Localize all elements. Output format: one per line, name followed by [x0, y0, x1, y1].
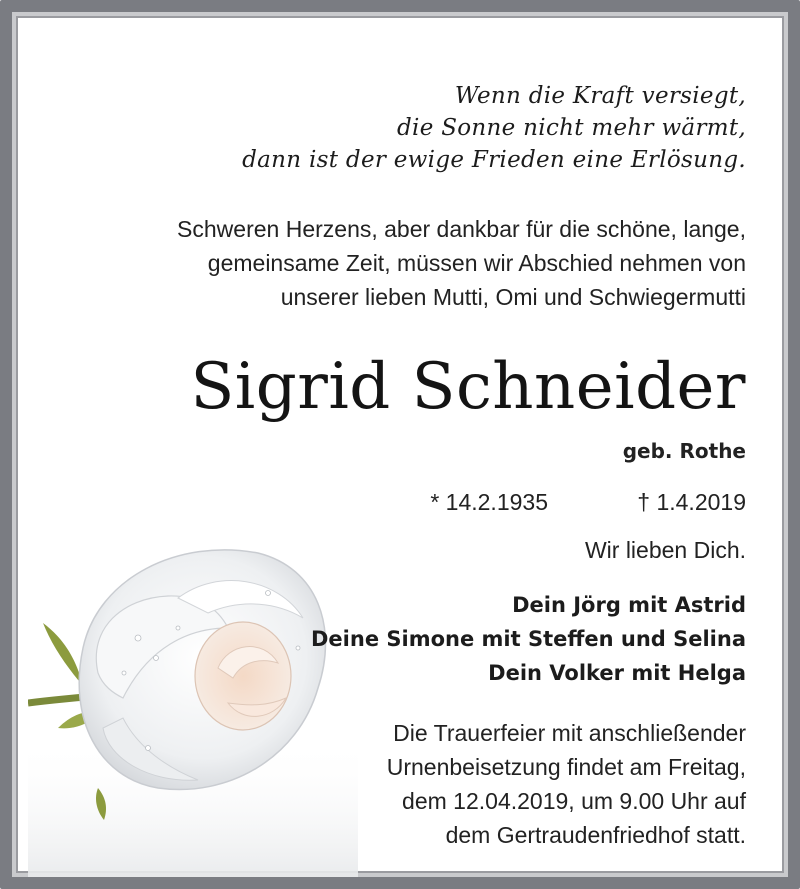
poem: [146, 80, 746, 176]
service-line: Die Trauerfeier mit anschließender: [393, 720, 746, 746]
poem-line: dann ist der ewige Frieden eine Erlösung.: [242, 147, 746, 173]
deceased-name: Sigrid Schneider: [190, 350, 746, 424]
service-line: Urnenbeisetzung findet am Freitag,: [386, 754, 746, 780]
family-member: Dein Jörg mit Astrid: [512, 593, 746, 617]
maiden-name: geb. Rothe: [622, 439, 746, 463]
poem-line: die Sonne nicht mehr wärmt,: [397, 115, 746, 141]
intro-line: gemeinsame Zeit, müssen wir Abschied nehmen von: [207, 250, 746, 276]
intro-line: Schweren Herzens, aber dankbar für die schöne, lange,: [177, 216, 746, 242]
service-line: dem Gertraudenfriedhof statt.: [445, 822, 746, 848]
family-list: [186, 588, 746, 690]
birth-date: * 14.2.1935: [430, 489, 548, 515]
death-date: † 1.4.2019: [637, 489, 746, 515]
obituary-card: [28, 28, 772, 861]
intro-line: unserer lieben Mutti, Omi und Schwiegermutti: [280, 284, 746, 310]
life-dates: [146, 484, 746, 520]
family-member: Deine Simone mit Steffen und Selina: [311, 627, 746, 651]
service-line: dem 12.04.2019, um 9.00 Uhr auf: [402, 788, 746, 814]
family-member: Dein Volker mit Helga: [488, 661, 746, 685]
intro-text: [26, 212, 746, 314]
poem-line: Wenn die Kraft versiegt,: [454, 83, 746, 109]
closing-line: Wir lieben Dich.: [584, 537, 746, 563]
funeral-service-info: [226, 716, 746, 852]
